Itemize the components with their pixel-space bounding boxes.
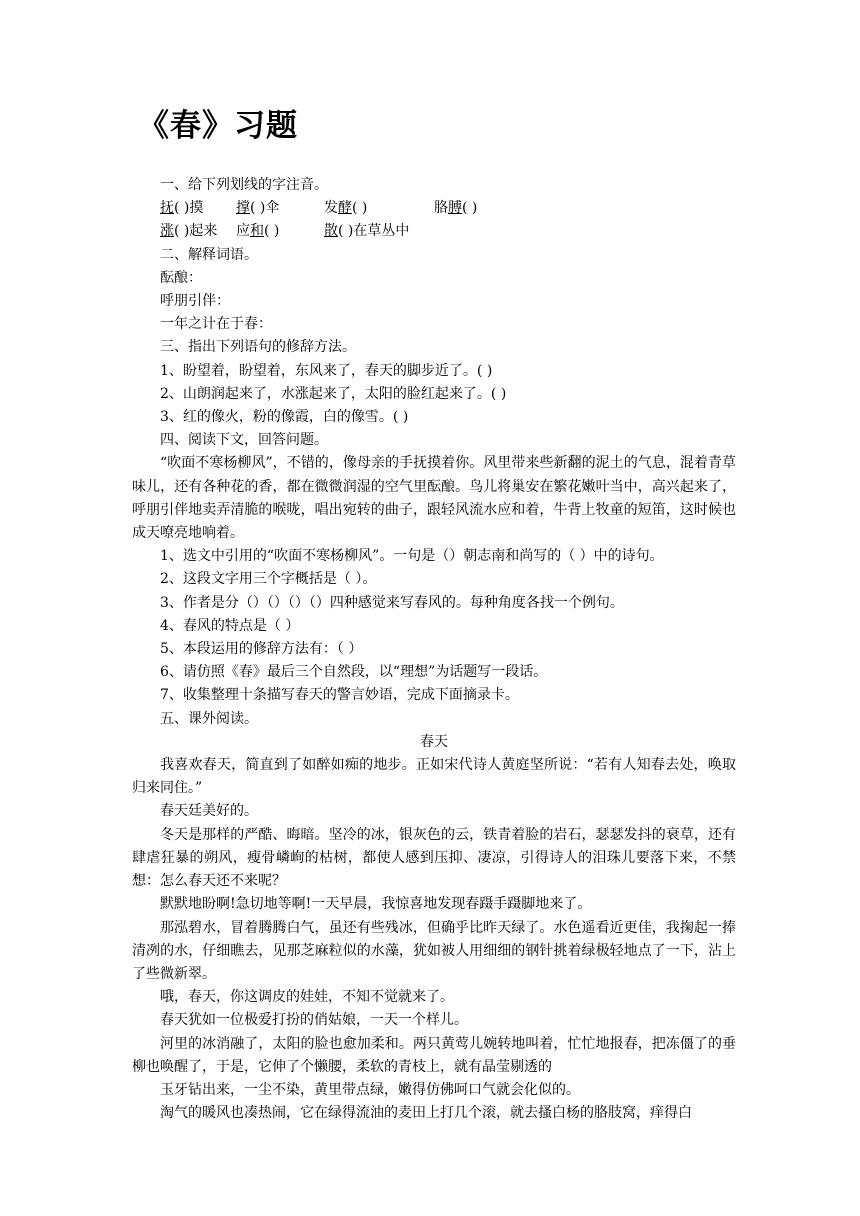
section-1-heading: 一、给下列划线的字注音。 [160, 177, 328, 193]
article-paragraph: 那泓碧水，冒着腾腾白气，虽还有些残冰，但确乎比昨天绿了。水色遥看近更佳，我掬起一捧清冽的水，仔细瞧去，见那芝麻粒似的水藻，犹如被人用细细的钢针挑着绿极轻地点了一下，沾上了些微新翠。 [132, 919, 736, 982]
article-paragraph: 我喜欢春天，简直到了如醉如痴的地步。正如宋代诗人黄庭坚所说：“若有人知春去处，唤取归来同住。” [132, 757, 736, 797]
pinyin-item: 涨( )起来 [160, 223, 218, 240]
section-2-heading: 二、解释词语。 [160, 246, 258, 263]
term-item: 呼朋引伴： [160, 293, 230, 310]
section-5-heading: 五、课外阅读。 [160, 710, 258, 727]
reading-passage: “吹面不寒杨柳风”，不错的，像母亲的手抚摸着你。风里带来些新翻的泥土的气息，混着青草味儿，还有各种花的香，都在微微润湿的空气里酝酿。鸟儿将巢安在繁花嫩叶当中，高兴起来了，呼朋引伴地卖弄清脆的喉咙，唱出宛转的曲子，跟轻风流水应和着，牛背上牧童的短笛，这时候也成天嘹亮地响着。 [132, 455, 736, 542]
pinyin-item: 胳膊( ) [434, 200, 478, 217]
article-paragraph: 河里的冰消融了，太阳的脸也愈加柔和。两只黄莺儿婉转地叫着，忙忙地报春，把冻僵了的垂柳也唤醒了，于是，它伸了个懒腰，柔软的青枝上，就有晶莹剔透的 [132, 1035, 736, 1075]
reading-question: 1、选文中引用的“吹面不寒杨柳风”。一句是（）朝志南和尚写的（ ）中的诗句。 [160, 548, 664, 565]
pinyin-row-1 [132, 197, 736, 220]
article-paragraph: 冬天是那样的严酷、晦暗。坚冷的冰，银灰色的云，铁青着脸的岩石，瑟瑟发抖的衰草，还有肆虐狂暴的朔风，瘦骨嶙峋的枯树，都使人感到压抑、凄凉，引得诗人的泪珠儿要落下来，不禁想：怎么春天还不来呢？ [132, 826, 736, 890]
pinyin-item: 撑( )伞 [236, 200, 280, 217]
pinyin-row-2 [132, 220, 736, 243]
article-paragraph: 玉牙钻出来，一尘不染，黄里带点绿，嫩得仿佛呵口气就会化似的。 [160, 1081, 580, 1098]
article-paragraph: 哦，春天，你这调皮的娃娃，不知不觉就来了。 [160, 989, 454, 1006]
term-item: 一年之计在于春： [160, 316, 272, 333]
section-3-heading: 三、指出下列语句的修辞方法。 [160, 339, 356, 356]
term-item: 酝酿： [160, 269, 202, 286]
article-title: 春天 [420, 733, 448, 750]
article-paragraph: 春天犹如一位极爱打扮的俏姑娘，一天一个样儿。 [160, 1012, 468, 1029]
rhetoric-question: 3、红的像火，粉的像霞，白的像雪。( ) [160, 409, 409, 426]
reading-question: 7、收集整理十条描写春天的警言妙语，完成下面摘录卡。 [160, 687, 519, 704]
pinyin-item: 应和( ) [236, 223, 280, 240]
reading-question: 4、春风的特点是（ ） [160, 617, 300, 634]
reading-question: 5、本段运用的修辞方法有：（ ） [160, 641, 363, 658]
article-paragraph: 默默地盼啊!急切地等啊!一天早晨，我惊喜地发现春蹑手蹑脚地来了。 [160, 896, 592, 913]
section-4-heading: 四、阅读下文，回答问题。 [160, 432, 328, 449]
document-body [132, 174, 736, 1125]
pinyin-item: 发酵( ) [324, 200, 368, 217]
reading-question: 6、请仿照《春》最后三个自然段，以“理想”为话题写一段话。 [160, 664, 548, 681]
article-paragraph: 春天廷美好的。 [160, 803, 258, 820]
reading-question: 3、作者是分（）（）（）（）四种感觉来写春风的。每种角度各找一个例句。 [160, 594, 624, 611]
reading-question: 2、这段文字用三个字概括是（ ）。 [160, 571, 377, 588]
pinyin-item: 散( )在草丛中 [324, 223, 410, 240]
pinyin-item: 抚( )摸 [160, 200, 204, 217]
rhetoric-question: 1、盼望着，盼望着，东风来了，春天的脚步近了。( ) [160, 362, 493, 379]
rhetoric-question: 2、山朗润起来了，水涨起来了，太阳的脸红起来了。( ) [160, 385, 507, 402]
article-paragraph: 淘气的暖风也凑热闹，它在绿得流油的麦田上打几个滚，就去搔白杨的胳肢窝，痒得白 [160, 1105, 692, 1122]
document-title: 《春》习题 [138, 108, 298, 144]
